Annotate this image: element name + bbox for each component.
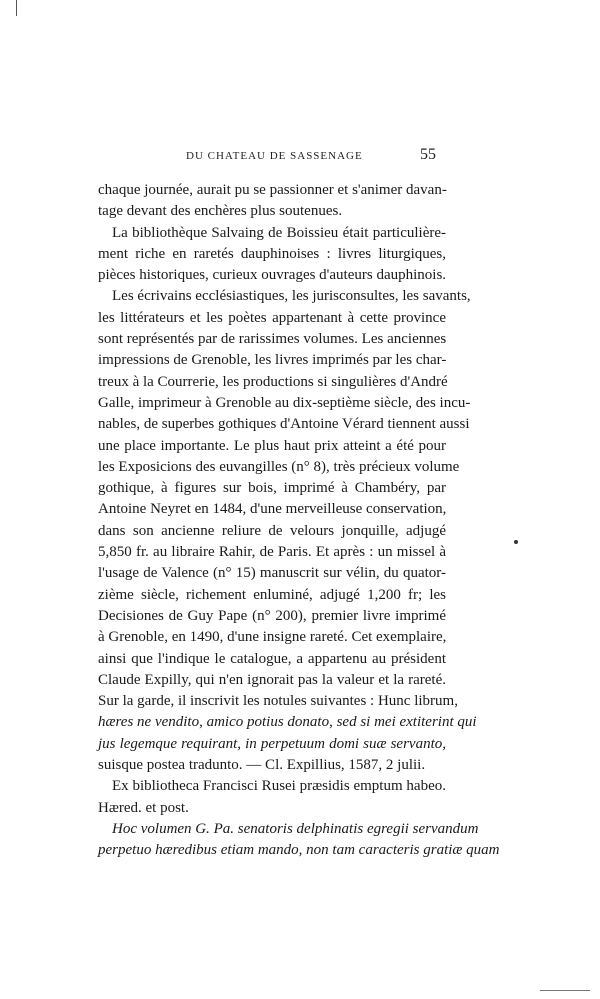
text-line: gothique, à figures sur bois, imprimé à Chambéry, par	[98, 480, 446, 497]
text-line: dans son ancienne reliure de velours jonquille, adjugé	[98, 522, 446, 539]
text-line: les Exposicions des euvangilles (n° 8), très précieux volume	[98, 458, 460, 475]
text-line: zième siècle, richement enluminé, adjugé 1,200 fr; les	[98, 586, 446, 603]
text-line: pièces historiques, curieux ouvrages d'auteurs dauphinois.	[98, 267, 447, 284]
text-line: 5,850 fr. au libraire Rahir, de Paris. Et après : un missel à	[98, 544, 446, 561]
scan-edge-mark	[540, 990, 590, 991]
text-line: hæres ne vendito, amico potius donato, sed si mei extiterint qui	[98, 714, 477, 731]
text-line: Ex bibliotheca Francisci Rusei præsidis emptum habeo.	[112, 778, 446, 795]
text-line: La bibliothèque Salvaing de Boissieu était particulière-	[112, 224, 446, 241]
text-line: Les écrivains ecclésiastiques, les jurisconsultes, les savants,	[112, 288, 471, 305]
text-line: Decisiones de Guy Pape (n° 200), premier livre imprimé	[98, 607, 446, 624]
text-line: tage devant des enchères plus soutenues.	[98, 203, 343, 220]
text-line: Claude Expilly, qui n'en ignorait pas la valeur et la rareté.	[98, 671, 446, 688]
running-head: DU CHATEAU DE SASSENAGE	[186, 150, 363, 162]
text-line: sont représentés par de rarissimes volumes. Les anciennes	[98, 331, 447, 348]
text-line: perpetuo hæredibus etiam mando, non tam caracteris gratiæ quam	[98, 842, 500, 859]
text-line: Hæred. et post.	[98, 799, 189, 816]
text-line: ment riche en raretés dauphinoises : livres liturgiques,	[98, 245, 446, 262]
text-line: suisque postea tradunto. — Cl. Expillius, 1587, 2 julii.	[98, 757, 426, 774]
text-line: nables, de superbes gothiques d'Antoine Vérard tiennent aussi	[98, 416, 470, 433]
page-number: 55	[420, 146, 436, 163]
scan-edge-mark	[16, 0, 17, 16]
text-line: une place importante. Le plus haut prix atteint a été pour	[98, 437, 446, 454]
text-line: Hoc volumen G. Pa. senatoris delphinatis egregii servandum	[112, 820, 479, 837]
text-line: impressions de Grenoble, les livres imprimés par les char-	[98, 352, 447, 369]
text-line: à Grenoble, en 1490, d'une insigne rareté. Cet exemplaire,	[98, 629, 447, 646]
text-line: Antoine Neyret en 1484, d'une merveilleuse conservation,	[98, 501, 447, 518]
text-line: jus legemque requirant, in perpetuum domi suæ servanto,	[98, 735, 446, 752]
text-line: treux à la Courrerie, les productions si singulières d'André	[98, 373, 448, 390]
text-line: l'usage de Valence (n° 15) manuscrit sur vélin, du quator-	[98, 565, 446, 582]
body-text	[98, 180, 500, 862]
ink-speck	[514, 540, 518, 544]
text-line: les littérateurs et les poètes appartenant à cette province	[98, 309, 446, 326]
text-line: chaque journée, aurait pu se passionner et s'animer davan-	[98, 182, 447, 198]
text-line: Galle, imprimeur à Grenoble au dix-septième siècle, des incu-	[98, 394, 471, 411]
text-line: Sur la garde, il inscrivit les notules suivantes : Hunc librum,	[98, 693, 458, 710]
text-line: ainsi que l'indique le catalogue, a appartenu au président	[98, 650, 446, 667]
